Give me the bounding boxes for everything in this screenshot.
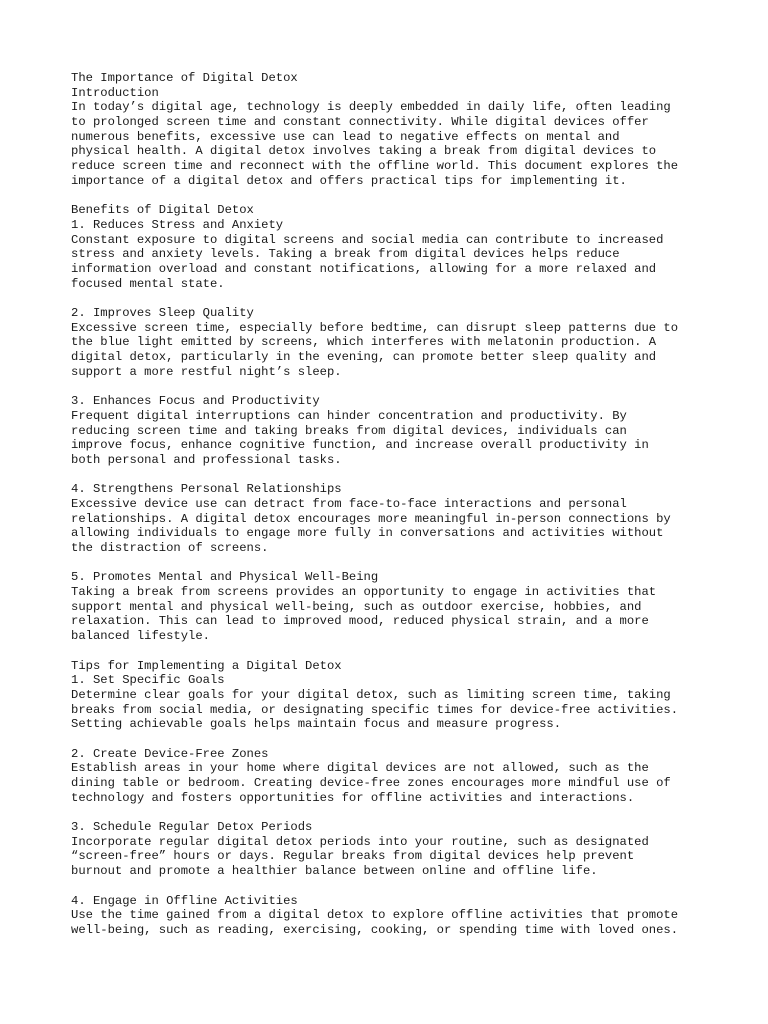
paragraph-line: “screen-free” hours or days. Regular breaks from digital devices help prevent bbox=[71, 849, 635, 864]
tip-section bbox=[71, 894, 711, 938]
benefits-heading: Benefits of Digital Detox bbox=[71, 203, 254, 218]
paragraph-line: Frequent digital interruptions can hinder concentration and productivity. By bbox=[71, 408, 627, 423]
tip-heading: 1. Set Specific Goals bbox=[71, 673, 225, 688]
paragraph-line: Setting achievable goals helps maintain focus and measure progress. bbox=[71, 717, 562, 732]
tip-section bbox=[71, 673, 711, 732]
paragraph-line: burnout and promote a healthier balance between online and offline life. bbox=[71, 864, 598, 879]
tip-section bbox=[71, 820, 711, 879]
paragraph-line: the blue light emitted by screens, which interferes with melatonin production. A bbox=[71, 335, 657, 350]
tip-heading: 4. Engage in Offline Activities bbox=[71, 893, 298, 908]
tips-heading: Tips for Implementing a Digital Detox bbox=[71, 658, 342, 673]
paragraph-line: physical health. A digital detox involves taking a break from digital devices to bbox=[71, 144, 657, 159]
paragraph-line: Establish areas in your home where digital devices are not allowed, such as the bbox=[71, 761, 649, 776]
paragraph-line: In today’s digital age, technology is deeply embedded in daily life, often leading bbox=[71, 100, 671, 115]
paragraph-line: relaxation. This can lead to improved mood, reduced physical strain, and a more bbox=[71, 614, 649, 629]
paragraph-line: breaks from social media, or designating specific times for device-free activities. bbox=[71, 702, 679, 717]
paragraph-line: numerous benefits, excessive use can lead to negative effects on mental and bbox=[71, 129, 620, 144]
intro-heading: Introduction bbox=[71, 85, 159, 100]
benefit-section bbox=[71, 394, 711, 467]
paragraph-line: reduce screen time and reconnect with the offline world. This document explores the bbox=[71, 159, 679, 174]
paragraph-line: Taking a break from screens provides an opportunity to engage in activities that bbox=[71, 585, 657, 600]
paragraph-line: support mental and physical well-being, such as outdoor exercise, hobbies, and bbox=[71, 599, 642, 614]
paragraph-line: Excessive screen time, especially before bedtime, can disrupt sleep patterns due to bbox=[71, 320, 679, 335]
paragraph-line: dining table or bedroom. Creating device-free zones encourages more mindful use of bbox=[71, 776, 671, 790]
paragraph-line: to prolonged screen time and constant connectivity. While digital devices offer bbox=[71, 115, 649, 130]
benefit-heading: 2. Improves Sleep Quality bbox=[71, 306, 254, 320]
paragraph-line: support a more restful night’s sleep. bbox=[71, 364, 342, 379]
paragraph-line: technology and fosters opportunities for offline activities and interactions. bbox=[71, 790, 635, 805]
paragraph-line: importance of a digital detox and offers practical tips for implementing it. bbox=[71, 173, 627, 188]
document-page bbox=[71, 71, 711, 938]
tip-section bbox=[71, 747, 711, 806]
tip-heading: 3. Schedule Regular Detox Periods bbox=[71, 820, 313, 835]
paragraph-line: information overload and constant notifications, allowing for a more relaxed and bbox=[71, 261, 657, 276]
paragraph-line: improve focus, enhance cognitive function, and increase overall productivity in bbox=[71, 438, 649, 453]
benefit-heading: 1. Reduces Stress and Anxiety bbox=[71, 217, 284, 232]
document-title: The Importance of Digital Detox bbox=[71, 71, 298, 85]
paragraph-line: digital detox, particularly in the evening, can promote better sleep quality and bbox=[71, 350, 657, 365]
paragraph-line: the distraction of screens. bbox=[71, 541, 269, 555]
tip-heading: 2. Create Device-Free Zones bbox=[71, 746, 269, 761]
paragraph-line: reducing screen time and taking breaks from digital devices, individuals can bbox=[71, 423, 627, 438]
paragraph-line: allowing individuals to engage more fully in conversations and activities without bbox=[71, 526, 664, 541]
paragraph-line: focused mental state. bbox=[71, 276, 225, 291]
paragraph-line: Constant exposure to digital screens and social media can contribute to increased bbox=[71, 232, 664, 247]
benefit-heading: 3. Enhances Focus and Productivity bbox=[71, 394, 320, 409]
paragraph-line: both personal and professional tasks. bbox=[71, 452, 342, 467]
benefit-heading: 4. Strengthens Personal Relationships bbox=[71, 482, 342, 497]
paragraph-line: Determine clear goals for your digital detox, such as limiting screen time, taking bbox=[71, 687, 671, 702]
intro-paragraph bbox=[71, 100, 711, 188]
paragraph-line: well-being, such as reading, exercising, cooking, or spending time with loved ones. bbox=[71, 922, 679, 937]
benefit-heading: 5. Promotes Mental and Physical Well-Being bbox=[71, 570, 379, 585]
benefit-section bbox=[71, 218, 711, 291]
paragraph-line: Incorporate regular digital detox periods into your routine, such as designated bbox=[71, 834, 649, 849]
paragraph-line: balanced lifestyle. bbox=[71, 629, 210, 644]
paragraph-line: stress and anxiety levels. Taking a break from digital devices helps reduce bbox=[71, 247, 620, 262]
benefit-section bbox=[71, 570, 711, 643]
benefit-section bbox=[71, 306, 711, 379]
paragraph-line: relationships. A digital detox encourages more meaningful in-person connections by bbox=[71, 511, 671, 526]
paragraph-line: Use the time gained from a digital detox to explore offline activities that promote bbox=[71, 908, 679, 923]
benefit-section bbox=[71, 482, 711, 555]
paragraph-line: Excessive device use can detract from face-to-face interactions and personal bbox=[71, 496, 627, 511]
